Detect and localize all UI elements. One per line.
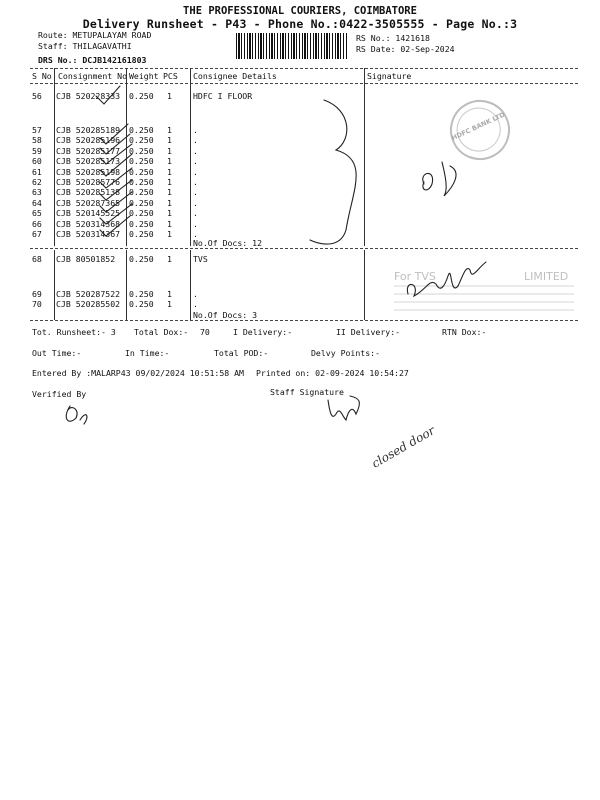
row-dot: .: [193, 166, 198, 177]
group1-consignee: HDFC I FLOOR: [193, 91, 253, 101]
table-row: [0, 219, 600, 229]
row-weight: 0.250: [129, 299, 154, 309]
row-weight: 0.250: [129, 145, 154, 156]
row-dot: .: [193, 177, 198, 187]
in-time: In Time:-: [125, 348, 170, 358]
row-consignment: CJB 520314368: [56, 218, 121, 229]
rs-number: RS No.: 1421618: [356, 33, 430, 43]
row-consignment: CJB 520285138: [56, 187, 121, 198]
col-consignment: Consignment No: [58, 71, 128, 81]
row-pcs: 1: [167, 289, 172, 299]
row-pcs: 1: [167, 229, 172, 239]
row-weight: 0.250: [129, 229, 154, 239]
row-sno: 56: [32, 91, 42, 101]
table-row: [0, 187, 600, 197]
row-consignment: CJB 520285502: [56, 299, 121, 309]
signature-verified: [66, 406, 87, 424]
group2-consignee: TVS: [193, 254, 208, 264]
rs-date: RS Date: 02-Sep-2024: [356, 44, 455, 54]
row-pcs: 1: [167, 91, 172, 101]
row-dot: .: [193, 299, 198, 309]
row-weight: 0.250: [129, 187, 154, 198]
row-pcs: 1: [167, 166, 172, 177]
row-consignment: CJB 520287365: [56, 197, 121, 208]
row-pcs: 1: [167, 208, 172, 219]
total-dox: Total Dox:-: [134, 327, 189, 337]
row-weight: 0.250: [129, 156, 154, 167]
col-pcs: PCS: [163, 71, 178, 81]
table-row: [0, 177, 600, 187]
signature-staff: [328, 396, 359, 420]
row-consignment: CJB 520285776: [56, 177, 121, 187]
delvy-points: Delvy Points:-: [311, 348, 381, 358]
rtn-dox: RTN Dox:-: [442, 327, 487, 337]
row-weight: 0.250: [129, 166, 154, 177]
table-row: [0, 254, 600, 264]
row-weight: 0.250: [129, 218, 154, 229]
row-sno: 63: [32, 187, 42, 198]
row-weight: 0.250: [129, 197, 154, 208]
row-dot: .: [193, 229, 198, 239]
row-weight: 0.250: [129, 91, 154, 101]
staff-label: Staff: THILAGAVATHI: [38, 41, 132, 51]
row-pcs: 1: [167, 218, 172, 229]
row-weight: 0.250: [129, 135, 154, 146]
row-consignment: CJB 520145525: [56, 208, 121, 219]
row-dot: .: [193, 145, 198, 156]
row-dot: .: [193, 218, 198, 229]
drs-number: DRS No.: DCJB142161803: [38, 55, 147, 65]
company-title: THE PROFESSIONAL COURIERS, COIMBATORE: [183, 5, 417, 17]
tvs-stamp-blur: [394, 285, 574, 311]
row-consignment: CJB 520285173: [56, 156, 121, 167]
row-consignment: CJB 520228333: [56, 91, 121, 101]
row-pcs: 1: [167, 187, 172, 198]
row-pcs: 1: [167, 299, 172, 309]
col-signature: Signature: [367, 71, 412, 81]
row-pcs: 1: [167, 254, 172, 264]
runsheet-subtitle: Delivery Runsheet - P43 - Phone No.:0422-3505555 - Page No.:3: [82, 17, 518, 31]
table-row: [0, 156, 600, 166]
row-consignment: CJB 520285198: [56, 166, 121, 177]
row-sno: 62: [32, 177, 42, 187]
row-weight: 0.250: [129, 208, 154, 219]
row-sno: 66: [32, 218, 42, 229]
row-dot: .: [193, 125, 198, 135]
i-delivery: I Delivery:-: [233, 327, 293, 337]
route-label: Route: METUPALAYAM ROAD: [38, 30, 152, 40]
tvs-stamp-line1: For TVS: [394, 270, 436, 283]
row-sno: 69: [32, 289, 42, 299]
total-runsheet: Tot. Runsheet:- 3: [32, 327, 116, 337]
row-pcs: 1: [167, 135, 172, 146]
divider: [30, 248, 578, 249]
col-sno: S No: [32, 71, 52, 81]
divider: [30, 83, 578, 84]
total-dox-value: 70: [200, 327, 210, 337]
row-dot: .: [193, 208, 198, 219]
table-row: [0, 229, 600, 239]
table-row: [0, 167, 600, 177]
row-sno: 68: [32, 254, 42, 264]
verified-by: Verified By: [32, 389, 87, 399]
col-consignee: Consignee Details: [193, 71, 277, 81]
row-consignment: CJB 520285177: [56, 145, 121, 156]
ii-delivery: II Delivery:-: [336, 327, 401, 337]
group2-docs: No.Of Docs: 3: [193, 310, 258, 320]
row-consignment: CJB 520285189: [56, 125, 121, 135]
table-row: [0, 198, 600, 208]
row-sno: 57: [32, 125, 42, 135]
row-consignment: CJB 520314367: [56, 229, 121, 239]
row-consignment: CJB 520285196: [56, 135, 121, 146]
row-dot: .: [193, 289, 198, 299]
row-sno: 70: [32, 299, 42, 309]
handwritten-note: closed door: [369, 423, 438, 471]
row-sno: 61: [32, 166, 42, 177]
row-pcs: 1: [167, 125, 172, 135]
row-pcs: 1: [167, 145, 172, 156]
row-sno: 65: [32, 208, 42, 219]
row-pcs: 1: [167, 156, 172, 167]
row-weight: 0.250: [129, 125, 154, 135]
row-consignment: CJB 520287522: [56, 289, 121, 299]
row-weight: 0.250: [129, 254, 154, 264]
row-dot: .: [193, 135, 198, 146]
staff-signature-label: Staff Signature: [270, 387, 344, 397]
entered-by: Entered By :MALARP43 09/02/2024 10:51:58 AM: [32, 368, 244, 378]
table-row: [0, 146, 600, 156]
total-pod: Total POD:-: [214, 348, 269, 358]
row-sno: 60: [32, 156, 42, 167]
hdfc-seal-text: HDFC BANK LTD: [450, 110, 507, 143]
row-dot: .: [193, 197, 198, 208]
col-weight: Weight: [129, 71, 159, 81]
row-weight: 0.250: [129, 289, 154, 299]
barcode: [236, 33, 348, 59]
printed-on: Printed on: 02-09-2024 10:54:27: [256, 368, 409, 378]
table-header: [0, 71, 600, 81]
row-consignment: CJB 80501852: [56, 254, 116, 264]
row-sno: 58: [32, 135, 42, 146]
out-time: Out Time:-: [32, 348, 82, 358]
table-row: [0, 208, 600, 218]
table-row: [0, 135, 600, 145]
divider: [30, 68, 578, 69]
row-pcs: 1: [167, 177, 172, 187]
table-row: [0, 91, 600, 101]
row-pcs: 1: [167, 197, 172, 208]
row-sno: 59: [32, 145, 42, 156]
divider: [30, 320, 578, 321]
row-dot: .: [193, 156, 198, 167]
row-weight: 0.250: [129, 177, 154, 187]
row-dot: .: [193, 187, 198, 198]
row-sno: 64: [32, 197, 42, 208]
row-sno: 67: [32, 229, 42, 239]
group1-docs: No.Of Docs: 12: [193, 238, 263, 248]
tvs-stamp-line2: LIMITED: [524, 270, 569, 283]
